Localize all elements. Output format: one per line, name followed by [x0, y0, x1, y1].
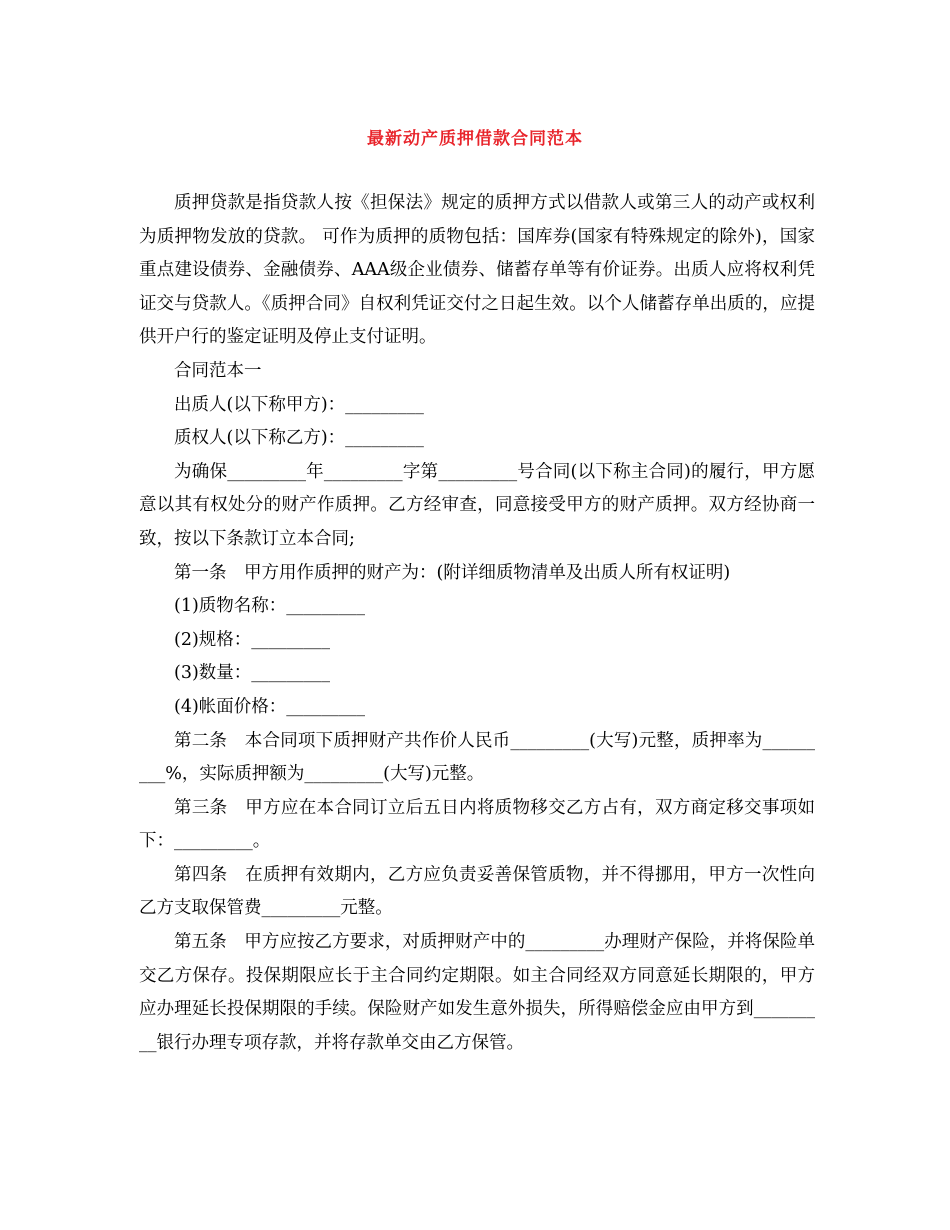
paragraph-template-heading: 合同范本一	[174, 360, 262, 381]
paragraph-article-5: 第五条 甲方应按乙方要求，对质押财产中的_________办理财产保险，并将保险单交乙方保存。投保期限应长于主合同约定期限。如主合同经双方同意延长期限的，甲方应办理延长投保期限的手续。保险财产如发生意外损失，所得赔偿金应由甲方到_________银行办理专项存款，并将存款单交由乙方保管。	[139, 932, 815, 1053]
paragraph-article-3: 第三条 甲方应在本合同订立后五日内将质物移交乙方占有，双方商定移交事项如下：_________。	[139, 797, 815, 852]
document-body	[139, 187, 815, 1060]
paragraph-intro: 质押贷款是指贷款人按《担保法》规定的质押方式以借款人或第三人的动产或权利为质押物发放的贷款。 可作为质押的质物包括：国库券(国家有特殊规定的除外)，国家重点建设债券、金融债券、AAA级企业债券、储蓄存单等有价证券。出质人应将权利凭证交与贷款人。《质押合同》自权利凭证交付之日起生效。以个人储蓄存单出质的，应提供开户行的鉴定证明及停止支付证明。	[139, 193, 815, 348]
paragraph-item-book-value: (4)帐面价格：_________	[174, 696, 366, 717]
document-title: 最新动产质押借款合同范本	[367, 129, 583, 149]
paragraph-pledgor: 出质人(以下称甲方)：_________	[174, 394, 424, 415]
paragraph-preamble: 为确保_________年_________字第_________号合同(以下称主合同)的履行，甲方愿意以其有权处分的财产作质押。乙方经审查，同意接受甲方的财产质押。双方经协商一致，按以下条款订立本合同;	[139, 461, 815, 549]
paragraph-item-quantity: (3)数量：_________	[174, 663, 331, 684]
paragraph-article-2: 第二条 本合同项下质押财产共作价人民币_________(大写)元整，质押率为_________%，实际质押额为_________(大写)元整。	[139, 730, 815, 785]
paragraph-item-spec: (2)规格：_________	[174, 629, 331, 650]
paragraph-item-name: (1)质物名称：_________	[174, 596, 366, 617]
paragraph-article-1: 第一条 甲方用作质押的财产为：(附详细质物清单及出质人所有权证明)	[174, 562, 731, 583]
paragraph-article-4: 第四条 在质押有效期内，乙方应负责妥善保管质物，并不得挪用，甲方一次性向乙方支取保管费_________元整。	[139, 864, 815, 919]
paragraph-pledgee: 质权人(以下称乙方)：_________	[174, 428, 424, 449]
